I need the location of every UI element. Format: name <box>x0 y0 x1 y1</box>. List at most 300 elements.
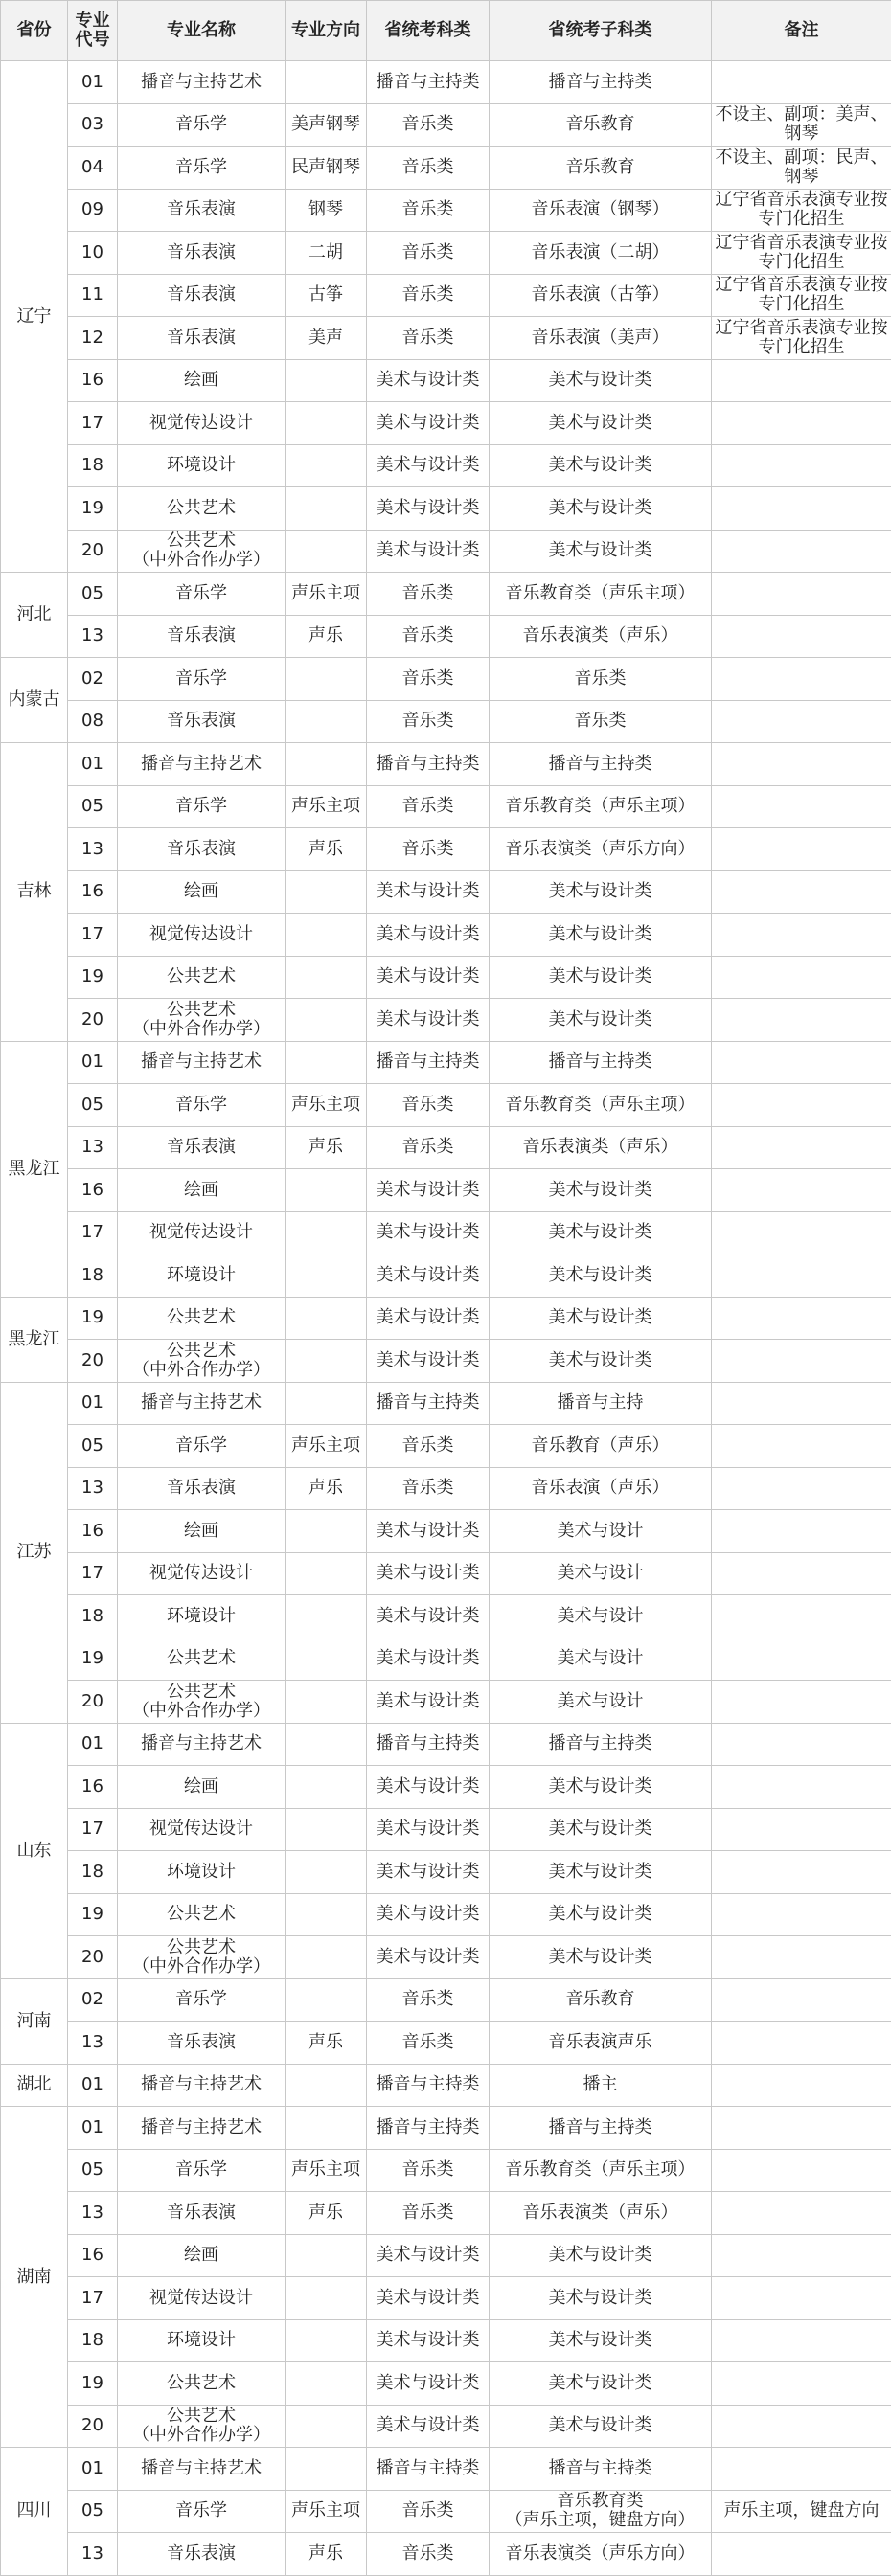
cell-direction: 声乐 <box>286 1467 367 1510</box>
cell-sub-category: 美术与设计类 <box>490 956 712 999</box>
cell-direction <box>286 700 367 743</box>
table-row <box>1 1211 891 1254</box>
header-direction: 专业方向 <box>286 1 367 61</box>
cell-major: 公共艺术 <box>118 956 286 999</box>
cell-exam-category: 美术与设计类 <box>367 1893 490 1936</box>
cell-major: 视觉传达设计 <box>118 914 286 957</box>
cell-exam-category: 美术与设计类 <box>367 1552 490 1595</box>
cell-code: 10 <box>68 232 118 275</box>
cell-direction: 美声钢琴 <box>286 103 367 147</box>
cell-direction <box>286 359 367 402</box>
cell-major: 环境设计 <box>118 2319 286 2362</box>
table-row <box>1 103 891 147</box>
cell-sub-category: 美术与设计类 <box>490 1211 712 1254</box>
cell-exam-category: 音乐类 <box>367 317 490 360</box>
cell-exam-category: 音乐类 <box>367 785 490 828</box>
cell-remark <box>712 2234 891 2277</box>
header-code: 专业代号 <box>68 1 118 61</box>
cell-sub-category: 美术与设计 <box>490 1510 712 1553</box>
cell-direction <box>286 956 367 999</box>
table-row <box>1 1041 891 1084</box>
cell-exam-category: 美术与设计类 <box>367 956 490 999</box>
cell-exam-category: 美术与设计类 <box>367 2319 490 2362</box>
cell-remark <box>712 1638 891 1681</box>
cell-remark <box>712 1084 891 1127</box>
table-row <box>1 1936 891 1979</box>
table-row <box>1 700 891 743</box>
table-row <box>1 1723 891 1766</box>
cell-direction <box>286 1681 367 1724</box>
cell-province: 湖北 <box>1 2064 68 2107</box>
table-row <box>1 2234 891 2277</box>
table-row <box>1 914 891 957</box>
cell-major: 音乐学 <box>118 1425 286 1468</box>
table-row <box>1 1510 891 1553</box>
cell-direction <box>286 61 367 104</box>
cell-code: 16 <box>68 1169 118 1212</box>
cell-sub-category: 播音与主持类 <box>490 1723 712 1766</box>
cell-sub-category: 音乐表演类（声乐方向） <box>490 828 712 871</box>
cell-major: 公共艺术 <box>118 487 286 531</box>
table-row <box>1 1297 891 1340</box>
cell-remark <box>712 359 891 402</box>
table-row <box>1 359 891 402</box>
cell-direction <box>286 1978 367 2022</box>
cell-direction <box>286 2107 367 2150</box>
cell-code: 01 <box>68 1382 118 1425</box>
cell-direction: 声乐 <box>286 615 367 658</box>
header-row <box>1 1 891 61</box>
cell-exam-category: 音乐类 <box>367 103 490 147</box>
cell-exam-category: 音乐类 <box>367 232 490 275</box>
cell-sub-category: 美术与设计 <box>490 1638 712 1681</box>
cell-sub-category: 音乐教育（声乐） <box>490 1425 712 1468</box>
cell-remark <box>712 956 891 999</box>
cell-major: 环境设计 <box>118 1851 286 1894</box>
cell-major: 播音与主持艺术 <box>118 743 286 786</box>
cell-major: 播音与主持艺术 <box>118 1382 286 1425</box>
cell-direction <box>286 1297 367 1340</box>
cell-major: 播音与主持艺术 <box>118 2448 286 2491</box>
cell-major: 音乐表演 <box>118 189 286 232</box>
table-row <box>1 1638 891 1681</box>
cell-exam-category: 播音与主持类 <box>367 61 490 104</box>
cell-sub-category: 美术与设计类 <box>490 1340 712 1383</box>
cell-direction <box>286 2319 367 2362</box>
cell-exam-category: 播音与主持类 <box>367 2064 490 2107</box>
cell-sub-category: 美术与设计类 <box>490 1936 712 1979</box>
table-row <box>1 2319 891 2362</box>
cell-code: 18 <box>68 1254 118 1298</box>
cell-sub-category: 播音与主持类 <box>490 1041 712 1084</box>
header-major: 专业名称 <box>118 1 286 61</box>
cell-exam-category: 美术与设计类 <box>367 999 490 1042</box>
cell-direction: 声乐主项 <box>286 2149 367 2192</box>
cell-direction <box>286 1936 367 1979</box>
table-row <box>1 1254 891 1298</box>
cell-code: 04 <box>68 147 118 190</box>
cell-exam-category: 音乐类 <box>367 189 490 232</box>
cell-code: 18 <box>68 1851 118 1894</box>
cell-sub-category: 美术与设计类 <box>490 1766 712 1809</box>
cell-remark <box>712 2022 891 2065</box>
cell-major: 绘画 <box>118 1169 286 1212</box>
cell-remark <box>712 1552 891 1595</box>
cell-major: 公共艺术 （中外合作办学） <box>118 530 286 573</box>
cell-remark <box>712 2533 891 2576</box>
cell-sub-category: 美术与设计类 <box>490 2362 712 2406</box>
cell-sub-category: 音乐表演（古筝） <box>490 274 712 317</box>
table-row <box>1 1340 891 1383</box>
cell-sub-category: 音乐教育 <box>490 1978 712 2022</box>
cell-exam-category: 美术与设计类 <box>367 1681 490 1724</box>
cell-direction <box>286 914 367 957</box>
cell-exam-category: 音乐类 <box>367 1978 490 2022</box>
cell-direction: 声乐主项 <box>286 785 367 828</box>
cell-code: 09 <box>68 189 118 232</box>
cell-exam-category: 音乐类 <box>367 2533 490 2576</box>
header-remark: 备注 <box>712 1 891 61</box>
cell-direction <box>286 1851 367 1894</box>
cell-code: 01 <box>68 2448 118 2491</box>
table-row <box>1 573 891 616</box>
table-row <box>1 999 891 1042</box>
cell-code: 01 <box>68 743 118 786</box>
table-row <box>1 1382 891 1425</box>
cell-exam-category: 美术与设计类 <box>367 2362 490 2406</box>
cell-exam-category: 音乐类 <box>367 147 490 190</box>
cell-remark <box>712 573 891 616</box>
cell-major: 音乐表演 <box>118 232 286 275</box>
cell-province: 江苏 <box>1 1382 68 1723</box>
cell-direction: 声乐主项 <box>286 1425 367 1468</box>
cell-code: 02 <box>68 1978 118 2022</box>
cell-major: 音乐表演 <box>118 615 286 658</box>
cell-code: 01 <box>68 61 118 104</box>
cell-sub-category: 美术与设计类 <box>490 2277 712 2320</box>
cell-code: 05 <box>68 2149 118 2192</box>
cell-remark: 不设主、副项：民声、钢琴 <box>712 147 891 190</box>
cell-direction <box>286 2234 367 2277</box>
table-row <box>1 956 891 999</box>
table-row <box>1 1595 891 1638</box>
cell-remark <box>712 1382 891 1425</box>
cell-major: 播音与主持艺术 <box>118 2064 286 2107</box>
cell-major: 音乐表演 <box>118 2192 286 2235</box>
cell-direction <box>286 444 367 487</box>
table-row <box>1 1084 891 1127</box>
cell-province: 内蒙古 <box>1 658 68 743</box>
cell-exam-category: 美术与设计类 <box>367 1254 490 1298</box>
cell-remark <box>712 743 891 786</box>
table-row <box>1 785 891 828</box>
cell-remark <box>712 1808 891 1851</box>
table-row <box>1 2192 891 2235</box>
cell-sub-category: 音乐表演（美声） <box>490 317 712 360</box>
cell-code: 12 <box>68 317 118 360</box>
cell-major: 公共艺术 （中外合作办学） <box>118 2405 286 2448</box>
cell-code: 17 <box>68 402 118 445</box>
cell-remark <box>712 2064 891 2107</box>
cell-sub-category: 音乐表演（声乐） <box>490 1467 712 1510</box>
cell-code: 02 <box>68 658 118 701</box>
cell-province: 吉林 <box>1 743 68 1042</box>
cell-exam-category: 音乐类 <box>367 615 490 658</box>
cell-code: 16 <box>68 870 118 914</box>
cell-exam-category: 美术与设计类 <box>367 2405 490 2448</box>
table-row <box>1 2277 891 2320</box>
cell-code: 20 <box>68 1936 118 1979</box>
cell-remark <box>712 1978 891 2022</box>
cell-exam-category: 播音与主持类 <box>367 1382 490 1425</box>
cell-remark <box>712 615 891 658</box>
cell-exam-category: 美术与设计类 <box>367 530 490 573</box>
cell-remark <box>712 2149 891 2192</box>
cell-major: 视觉传达设计 <box>118 2277 286 2320</box>
cell-direction <box>286 1552 367 1595</box>
cell-sub-category: 音乐表演类（声乐） <box>490 1126 712 1169</box>
cell-remark <box>712 1254 891 1298</box>
table-row <box>1 2107 891 2150</box>
cell-remark: 辽宁省音乐表演专业按专门化招生 <box>712 274 891 317</box>
table-row <box>1 1425 891 1468</box>
cell-code: 13 <box>68 2533 118 2576</box>
cell-code: 01 <box>68 1723 118 1766</box>
cell-direction: 古筝 <box>286 274 367 317</box>
cell-major: 音乐表演 <box>118 2022 286 2065</box>
cell-sub-category: 音乐教育类（声乐主项） <box>490 785 712 828</box>
cell-remark <box>712 1595 891 1638</box>
cell-exam-category: 美术与设计类 <box>367 1297 490 1340</box>
cell-sub-category: 音乐类 <box>490 658 712 701</box>
cell-sub-category: 音乐教育类（声乐主项） <box>490 2149 712 2192</box>
cell-major: 播音与主持艺术 <box>118 1723 286 1766</box>
cell-major: 音乐表演 <box>118 317 286 360</box>
cell-sub-category: 音乐类 <box>490 700 712 743</box>
cell-major: 视觉传达设计 <box>118 402 286 445</box>
table-row <box>1 232 891 275</box>
cell-exam-category: 美术与设计类 <box>367 1766 490 1809</box>
cell-exam-category: 音乐类 <box>367 700 490 743</box>
table-row <box>1 317 891 360</box>
table-header <box>1 1 891 61</box>
cell-exam-category: 音乐类 <box>367 573 490 616</box>
cell-remark <box>712 1467 891 1510</box>
cell-major: 公共艺术 （中外合作办学） <box>118 1681 286 1724</box>
cell-code: 16 <box>68 2234 118 2277</box>
cell-sub-category: 美术与设计类 <box>490 1297 712 1340</box>
table-row <box>1 487 891 531</box>
table-row <box>1 2362 891 2406</box>
cell-sub-category: 美术与设计类 <box>490 914 712 957</box>
cell-major: 音乐学 <box>118 147 286 190</box>
cell-sub-category: 播音与主持类 <box>490 2448 712 2491</box>
cell-code: 17 <box>68 1808 118 1851</box>
cell-province: 湖南 <box>1 2107 68 2448</box>
cell-sub-category: 播音与主持类 <box>490 61 712 104</box>
cell-code: 05 <box>68 573 118 616</box>
cell-major: 音乐表演 <box>118 828 286 871</box>
cell-sub-category: 音乐表演声乐 <box>490 2022 712 2065</box>
cell-sub-category: 播音与主持类 <box>490 2107 712 2150</box>
cell-exam-category: 音乐类 <box>367 1467 490 1510</box>
cell-major: 视觉传达设计 <box>118 1552 286 1595</box>
cell-direction <box>286 2405 367 2448</box>
cell-exam-category: 美术与设计类 <box>367 444 490 487</box>
table-row <box>1 1766 891 1809</box>
cell-remark <box>712 1766 891 1809</box>
cell-sub-category: 美术与设计类 <box>490 359 712 402</box>
cell-remark <box>712 444 891 487</box>
cell-code: 20 <box>68 1340 118 1383</box>
cell-remark <box>712 2319 891 2362</box>
cell-major: 公共艺术 （中外合作办学） <box>118 999 286 1042</box>
cell-remark <box>712 1936 891 1979</box>
cell-province: 河南 <box>1 1978 68 2064</box>
cell-code: 16 <box>68 1510 118 1553</box>
cell-remark <box>712 1211 891 1254</box>
cell-direction: 二胡 <box>286 232 367 275</box>
cell-direction: 钢琴 <box>286 189 367 232</box>
table-row <box>1 444 891 487</box>
cell-code: 05 <box>68 1425 118 1468</box>
cell-direction <box>286 658 367 701</box>
table-row <box>1 828 891 871</box>
cell-exam-category: 美术与设计类 <box>367 1211 490 1254</box>
cell-remark <box>712 1169 891 1212</box>
cell-exam-category: 播音与主持类 <box>367 2107 490 2150</box>
cell-code: 13 <box>68 1126 118 1169</box>
cell-exam-category: 美术与设计类 <box>367 1851 490 1894</box>
table-row <box>1 1681 891 1724</box>
cell-code: 13 <box>68 2192 118 2235</box>
cell-major: 绘画 <box>118 2234 286 2277</box>
cell-sub-category: 美术与设计 <box>490 1595 712 1638</box>
cell-exam-category: 美术与设计类 <box>367 870 490 914</box>
cell-direction <box>286 1808 367 1851</box>
cell-exam-category: 美术与设计类 <box>367 1808 490 1851</box>
cell-exam-category: 美术与设计类 <box>367 2277 490 2320</box>
cell-remark <box>712 999 891 1042</box>
cell-major: 公共艺术 （中外合作办学） <box>118 1340 286 1383</box>
cell-code: 08 <box>68 700 118 743</box>
cell-remark <box>712 2107 891 2150</box>
cell-sub-category: 美术与设计类 <box>490 402 712 445</box>
cell-direction <box>286 487 367 531</box>
cell-major: 音乐学 <box>118 1978 286 2022</box>
cell-sub-category: 音乐表演（二胡） <box>490 232 712 275</box>
cell-sub-category: 美术与设计类 <box>490 999 712 1042</box>
cell-major: 视觉传达设计 <box>118 1211 286 1254</box>
cell-direction <box>286 1723 367 1766</box>
cell-exam-category: 播音与主持类 <box>367 743 490 786</box>
cell-direction <box>286 743 367 786</box>
cell-exam-category: 美术与设计类 <box>367 1595 490 1638</box>
cell-sub-category: 音乐教育 <box>490 103 712 147</box>
cell-major: 公共艺术 <box>118 1638 286 1681</box>
cell-direction: 声乐 <box>286 2192 367 2235</box>
cell-code: 19 <box>68 1893 118 1936</box>
cell-exam-category: 音乐类 <box>367 2192 490 2235</box>
cell-province: 山东 <box>1 1723 68 1978</box>
cell-remark <box>712 914 891 957</box>
cell-direction: 声乐主项 <box>286 573 367 616</box>
cell-direction: 声乐 <box>286 2533 367 2576</box>
cell-code: 17 <box>68 2277 118 2320</box>
cell-exam-category: 美术与设计类 <box>367 1340 490 1383</box>
cell-remark <box>712 1126 891 1169</box>
cell-direction <box>286 1169 367 1212</box>
cell-province: 辽宁 <box>1 61 68 573</box>
table-row <box>1 1126 891 1169</box>
cell-code: 16 <box>68 1766 118 1809</box>
cell-sub-category: 美术与设计类 <box>490 1851 712 1894</box>
cell-major: 音乐表演 <box>118 700 286 743</box>
cell-major: 音乐学 <box>118 658 286 701</box>
cell-direction: 声乐 <box>286 2022 367 2065</box>
cell-exam-category: 音乐类 <box>367 1126 490 1169</box>
cell-direction <box>286 1382 367 1425</box>
cell-code: 18 <box>68 444 118 487</box>
cell-sub-category: 美术与设计类 <box>490 444 712 487</box>
cell-sub-category: 音乐教育类（声乐主项） <box>490 573 712 616</box>
cell-code: 01 <box>68 2107 118 2150</box>
cell-exam-category: 美术与设计类 <box>367 487 490 531</box>
cell-remark <box>712 61 891 104</box>
cell-major: 公共艺术 <box>118 1893 286 1936</box>
cell-exam-category: 音乐类 <box>367 1425 490 1468</box>
cell-code: 01 <box>68 2064 118 2107</box>
table-row <box>1 1851 891 1894</box>
cell-major: 公共艺术 <box>118 2362 286 2406</box>
cell-province: 四川 <box>1 2448 68 2576</box>
cell-direction <box>286 530 367 573</box>
cell-exam-category: 播音与主持类 <box>367 1723 490 1766</box>
cell-direction <box>286 999 367 1042</box>
cell-remark <box>712 658 891 701</box>
cell-code: 17 <box>68 914 118 957</box>
cell-major: 绘画 <box>118 359 286 402</box>
cell-code: 19 <box>68 1638 118 1681</box>
cell-sub-category: 美术与设计类 <box>490 530 712 573</box>
header-exam-category: 省统考科类 <box>367 1 490 61</box>
header-province: 省份 <box>1 1 68 61</box>
cell-sub-category: 播音与主持 <box>490 1382 712 1425</box>
cell-code: 20 <box>68 2405 118 2448</box>
cell-sub-category: 音乐教育类（声乐主项） <box>490 1084 712 1127</box>
cell-major: 视觉传达设计 <box>118 1808 286 1851</box>
cell-major: 公共艺术 （中外合作办学） <box>118 1936 286 1979</box>
table-row <box>1 870 891 914</box>
cell-sub-category: 音乐教育 <box>490 147 712 190</box>
cell-sub-category: 美术与设计类 <box>490 1169 712 1212</box>
cell-code: 13 <box>68 615 118 658</box>
cell-major: 音乐学 <box>118 1084 286 1127</box>
cell-remark: 辽宁省音乐表演专业按专门化招生 <box>712 232 891 275</box>
cell-remark <box>712 700 891 743</box>
cell-exam-category: 音乐类 <box>367 1084 490 1127</box>
table-row <box>1 530 891 573</box>
cell-province: 黑龙江 <box>1 1041 68 1297</box>
cell-remark <box>712 1681 891 1724</box>
table-row <box>1 189 891 232</box>
cell-major: 播音与主持艺术 <box>118 1041 286 1084</box>
table-row <box>1 1978 891 2022</box>
cell-remark <box>712 402 891 445</box>
cell-code: 18 <box>68 1595 118 1638</box>
cell-direction <box>286 1254 367 1298</box>
table-row <box>1 147 891 190</box>
